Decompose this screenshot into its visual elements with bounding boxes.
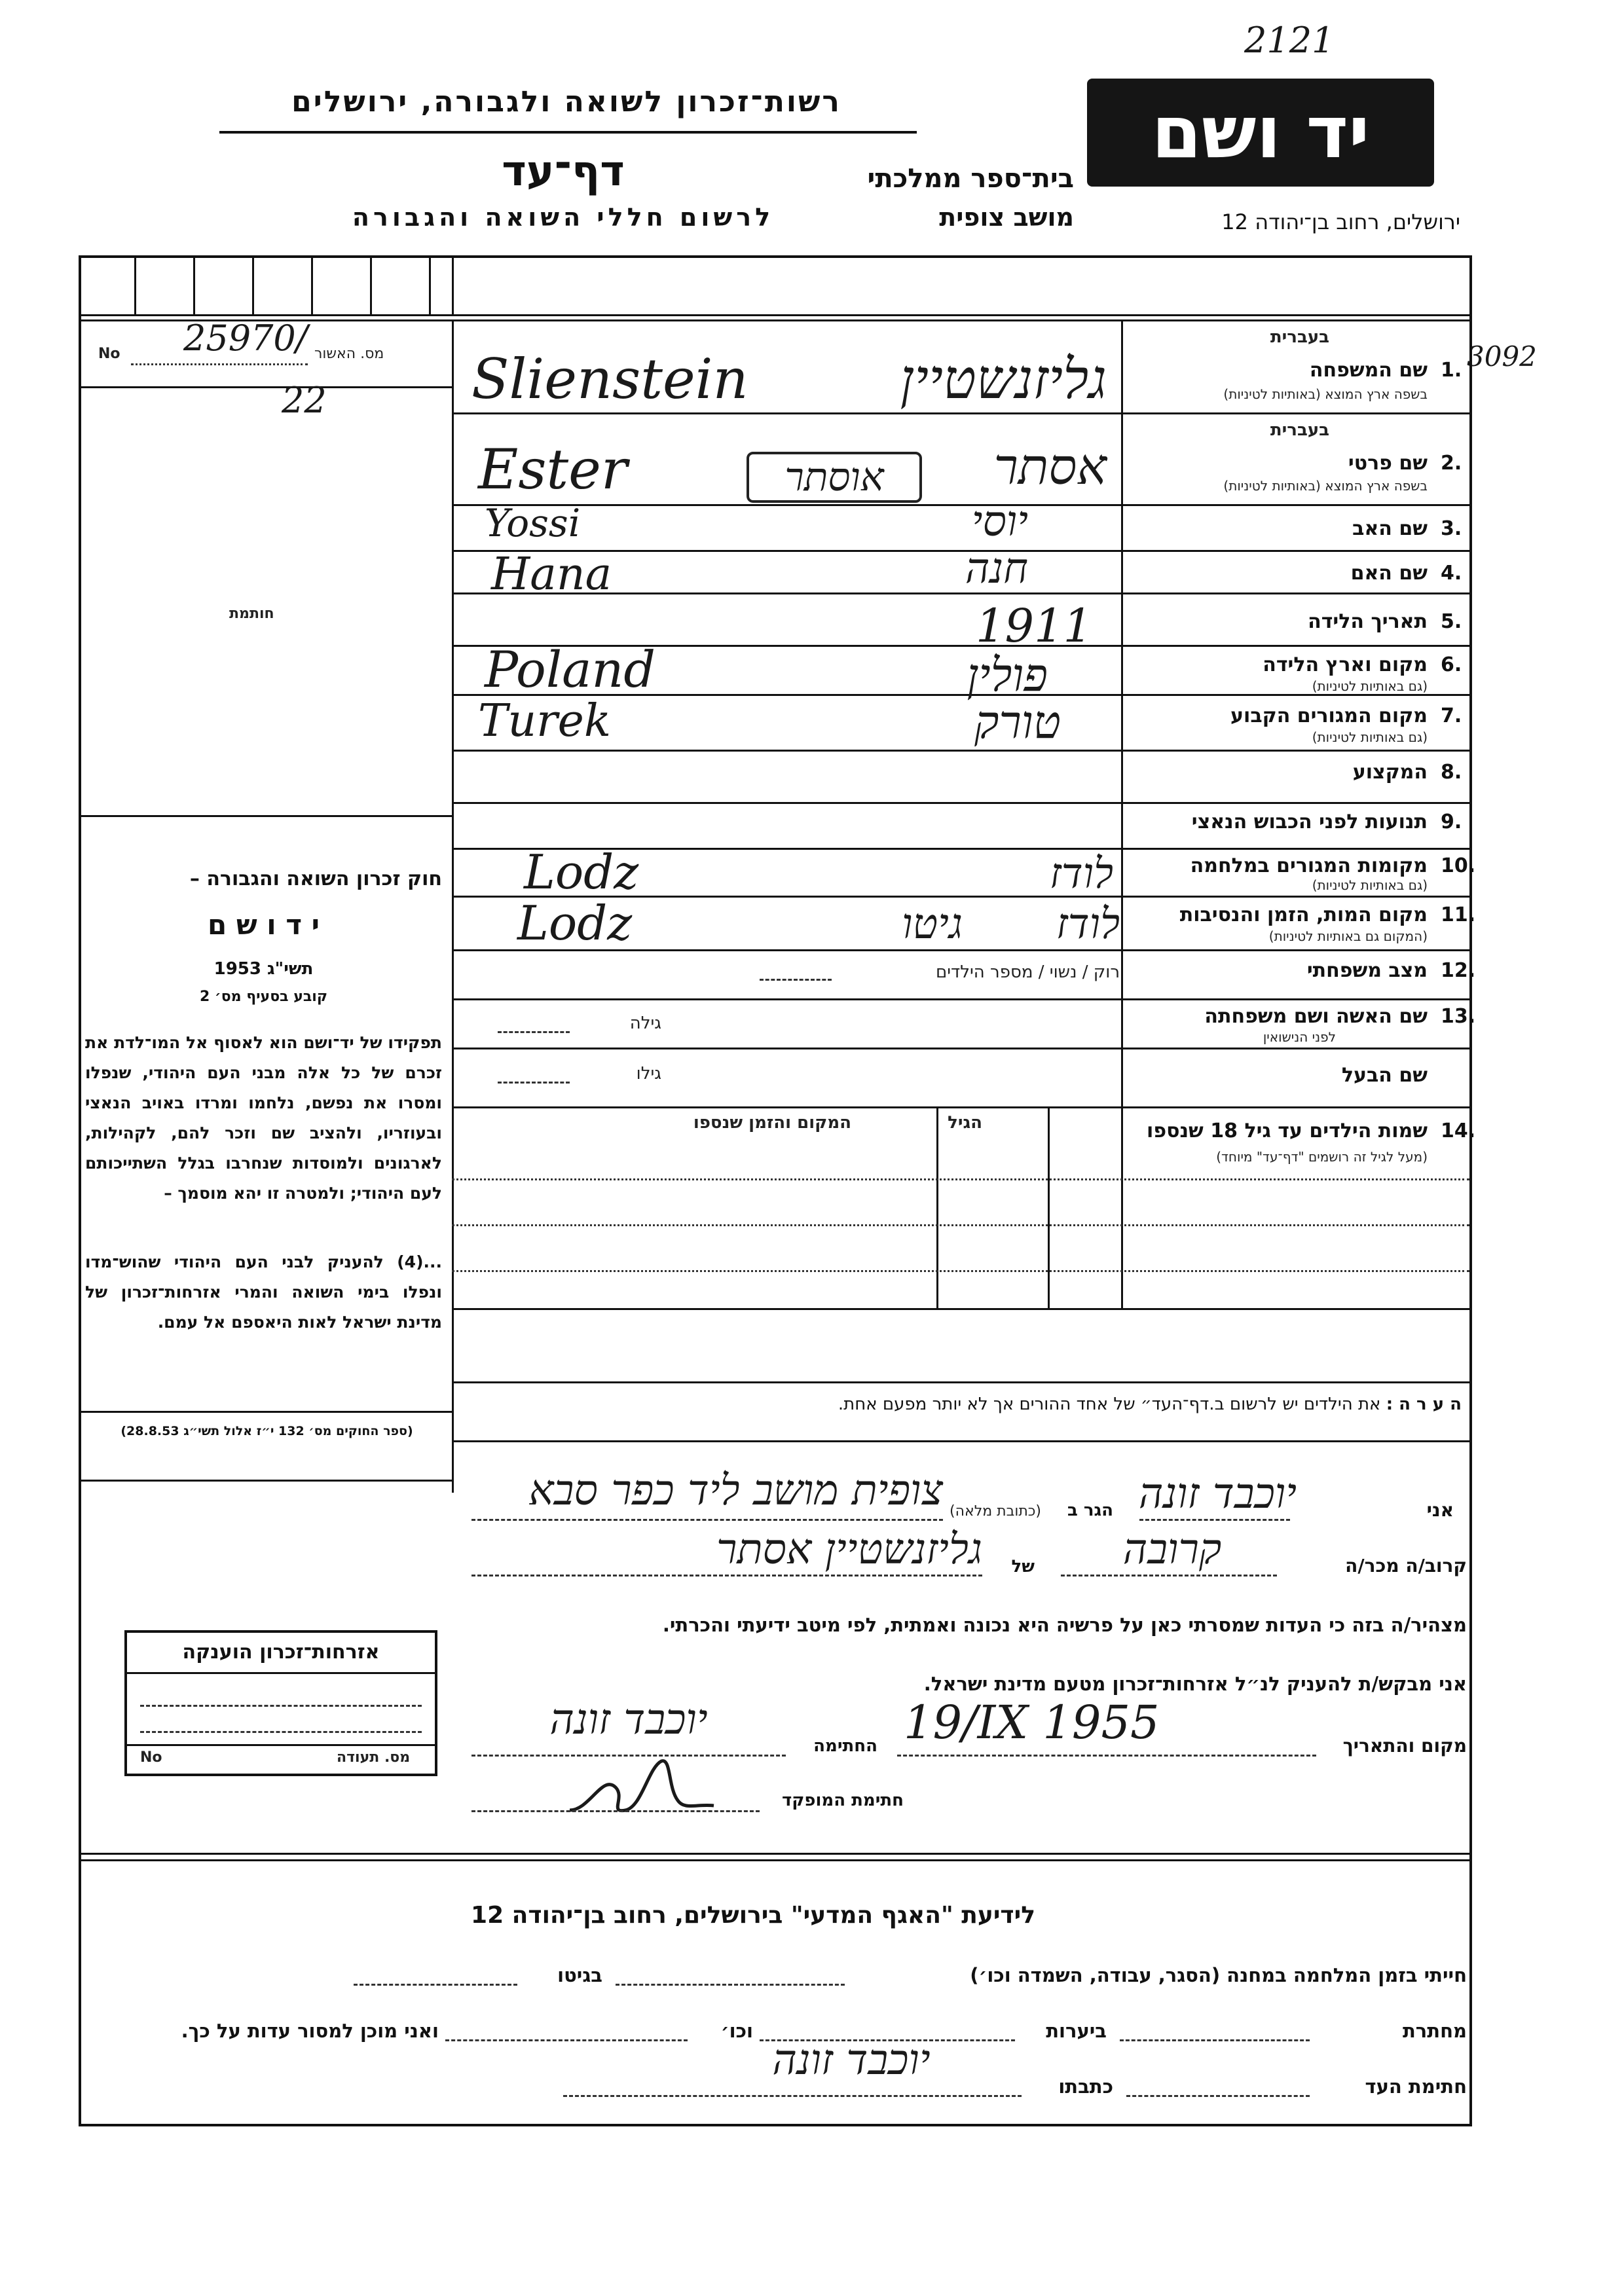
family-name-latin: Slienstein — [471, 347, 748, 411]
law-paragraph-1: תפקידו של יד־ושם הוא לאסוף אל המו־לדת את זכרם של כל אלה מבני העם היהודי, שנפלו ומסרו את נפשם, נלחמו ומרדו באויב הנאצי ובעוזריו, ולהציב שם וזכר להם, לקהילות, לארגונים ולמוסדות שנחרבו בגלל השתייכותם לעם היהודי; ולמטרה זו יהא מוסמך – — [85, 1033, 442, 1203]
approval-sub-number: 22 — [282, 380, 327, 421]
school-name: בית־ספר ממלכתי — [867, 164, 1074, 194]
footer-address: יוכבד זונה — [772, 2036, 931, 2085]
birth-place-sublabel: (גם באותיות לטיניות) — [1312, 678, 1428, 694]
decl-address-sub: (כתובת מלאה) — [950, 1503, 1041, 1520]
address: ירושלים, רחוב בן־יהודה 12 — [1221, 210, 1460, 234]
decl-relation: קרובה — [1122, 1525, 1222, 1574]
note-row — [838, 1394, 1462, 1414]
note-text: את הילדים יש לרשום ב.דף־העד״ של אחד ההורים אך לא יותר מפעם אחת. — [838, 1394, 1381, 1414]
footer-line-1a: חייתי בזמן המלחמה במחנה (הסגר, עבודה, השמדה וכו׳) — [970, 1964, 1467, 1986]
footer-title: לידיעת "האגף המדעי" בירושלים, רחוב בן־יהודה 12 — [471, 1902, 1035, 1929]
birth-date-value: 1911 — [976, 599, 1093, 653]
certificate-no-label: No — [140, 1749, 162, 1766]
death-place-latin: Lodz — [517, 896, 633, 951]
moshav-name: מושב צופית — [939, 203, 1074, 232]
death-place-label: מקום המות, הזמן והנסיבות — [1179, 903, 1428, 926]
citizenship-title: אזרחות־זכרון הוענקה — [182, 1641, 380, 1664]
law-name: י ד ו ש ם — [207, 909, 320, 941]
wife-name-sublabel: לפני הנישואין — [1263, 1029, 1336, 1045]
father-name-hebrew: יוסי — [971, 498, 1028, 546]
children-age-header: הגיל — [948, 1113, 982, 1133]
decl-signature: יוכבד זונה — [549, 1696, 708, 1744]
children-place-header: המקום והזמן שנספו — [693, 1113, 851, 1133]
family-status-options: רוק / נשוי / מספר הילדים — [935, 962, 1120, 982]
row-13-number: 13. — [1441, 1005, 1476, 1028]
top-cells — [79, 255, 452, 316]
decl-lives-label: הגר ב — [1067, 1501, 1113, 1520]
stamp-label: חותמת — [229, 606, 274, 622]
wartime-residence-hebrew: לודז — [1049, 850, 1113, 898]
mother-name-hebrew: חנה — [965, 545, 1028, 593]
certificate-label: מס. תעודה — [337, 1749, 411, 1766]
children-label: שמות הילדים עד גיל 18 שנספו — [1147, 1120, 1428, 1142]
law-source: (ספר החוקים מס׳ 132 י״ז אלול תשי״ג 28.8.53) — [120, 1424, 413, 1438]
row-7-number: 7. — [1441, 704, 1462, 727]
archive-number: 2121 — [1244, 20, 1335, 61]
birth-place-hebrew: פולין — [967, 648, 1048, 702]
row-11-number: 11. — [1441, 903, 1476, 926]
death-place-hebrew: לודז — [1056, 900, 1120, 949]
residence-sublabel: (גם באותיות לטיניות) — [1312, 729, 1428, 745]
row-9-number: 9. — [1441, 811, 1462, 833]
note-label: ה ע ר ה : — [1386, 1394, 1462, 1414]
family-name-hebrew-header: בעברית — [1270, 327, 1329, 347]
family-name-hebrew: גליזנשטיין — [900, 347, 1107, 411]
footer-line-2d: ואני מוכן למסור עדות על כך. — [181, 2020, 439, 2042]
profession-label: המקצוע — [1352, 761, 1428, 784]
husband-name-label: שם הבעל — [1341, 1064, 1428, 1087]
father-name-latin: Yossi — [485, 501, 581, 545]
wife-age-label: גילה — [629, 1013, 661, 1033]
decl-declare: מצהיר/ה בזה כי העדות שמסרתי כאן על פרשיה היא נכונה ואמתית, לפי מיטב ידיעתי והכרתי. — [662, 1614, 1467, 1636]
decl-signature-label: החתימה — [813, 1736, 877, 1756]
form-subtitle: לרשום חללי השואה והגבורה — [352, 203, 775, 232]
first-name-label: שם פרטי — [1348, 452, 1428, 475]
footer-line-2a: מחתרת — [1403, 2020, 1467, 2042]
children-sublabel: (מעל לגיל זה רושמים "דף־עד" מיוחד) — [1216, 1149, 1428, 1165]
footer-line-2c: וכו׳ — [720, 2020, 753, 2042]
citizenship-granted-box — [124, 1630, 437, 1776]
first-name-latin: Ester — [478, 437, 628, 501]
birth-place-latin: Poland — [485, 640, 656, 699]
mother-name-latin: Hana — [491, 549, 612, 600]
approval-label: מס. האשור — [314, 346, 384, 362]
footer-line-1b: בגיטו — [557, 1964, 602, 1986]
movements-label: תנועות לפני הכבוש הנאצי — [1191, 811, 1428, 833]
birth-place-label: מקום וארץ הלידה — [1263, 653, 1428, 676]
footer-line-2b: ביערות — [1046, 2020, 1107, 2042]
decl-request: אני מבקש/ת להעניק לנ״ל אזרחות־זכרון מטעם מדינת ישראל. — [923, 1673, 1467, 1695]
residence-latin: Turek — [478, 695, 612, 747]
row-2-number: 2. — [1441, 452, 1462, 475]
family-name-sublabel: בשפה ארץ המוצא (באותיות לטיניות) — [1223, 386, 1428, 402]
footer-address-label: כתבתו — [1058, 2075, 1113, 2098]
first-name-hebrew-header: בעברית — [1270, 420, 1329, 440]
father-name-label: שם האב — [1352, 517, 1428, 540]
decl-relative-label: קרוב/ה מכר/ה — [1345, 1555, 1467, 1576]
row-10-number: 10. — [1441, 854, 1476, 877]
margin-number: 3092 — [1467, 340, 1537, 373]
mother-name-label: שם האם — [1350, 562, 1428, 585]
birth-date-label: תאריך הלידה — [1308, 610, 1428, 633]
residence-hebrew: טורק — [974, 695, 1061, 749]
form-title: דף־עד — [502, 147, 625, 196]
law-paragraph-2: ...(4) להעניק לבני העם היהודי שהוש־מדו ונפלו בימי השואה והמרי אזרחות־זכרון של מדינת ישראל לאות היאספם אל עמם. — [85, 1252, 442, 1332]
first-name-hebrew-alt: אוסתר — [747, 452, 922, 503]
decl-address: צופית מושב ליד כפר סבא — [528, 1467, 943, 1515]
row-1-number: 1. — [1441, 359, 1462, 382]
wartime-residence-label: מקומות המגורים במלחמה — [1190, 854, 1428, 877]
residence-label: מקום המגורים הקבוע — [1230, 704, 1428, 727]
decl-of: גליזנשטיין אסתר — [716, 1525, 982, 1574]
decl-of-label: של — [1011, 1557, 1035, 1576]
law-section: קובע בסעיף מס׳ 2 — [199, 989, 328, 1005]
row-4-number: 4. — [1441, 562, 1462, 585]
decl-i-label: אני — [1426, 1499, 1454, 1521]
wartime-residence-latin: Lodz — [524, 845, 639, 900]
first-name-sublabel: בשפה ארץ המוצא (באותיות לטיניות) — [1223, 478, 1428, 494]
row-12-number: 12. — [1441, 959, 1476, 982]
approval-no-label: No — [98, 346, 120, 362]
wartime-residence-sublabel: (גם באותיות לטיניות) — [1312, 877, 1428, 893]
official-signature-mark — [563, 1748, 720, 1820]
row-5-number: 5. — [1441, 610, 1462, 633]
decl-official-label: חתימת המופקד — [781, 1791, 904, 1810]
decl-place-date-label: מקום והתאריך — [1342, 1735, 1467, 1757]
first-name-hebrew: אסתר — [993, 437, 1107, 496]
death-place-sublabel: (המקום גם באותיות לטיניות) — [1268, 928, 1428, 944]
husband-age-label: גילו — [636, 1064, 661, 1084]
footer-witness-sig-label: חתימת העד — [1365, 2075, 1467, 2098]
row-14-number: 14. — [1441, 1120, 1476, 1142]
authority-name: רשות־זכרון לשואה ולגבורה, ירושלים — [291, 85, 841, 118]
death-place-ghetto: גיטו — [902, 900, 963, 949]
law-year: תשי"ג 1953 — [213, 959, 314, 979]
decl-place-date: 19/IX 1955 — [904, 1696, 1160, 1749]
row-6-number: 6. — [1441, 653, 1462, 676]
row-8-number: 8. — [1441, 761, 1462, 784]
family-status-label: מצב משפחתי — [1306, 959, 1428, 982]
approval-number: 25970/ — [183, 318, 308, 359]
row-3-number: 3. — [1441, 517, 1462, 540]
wife-name-label: שם האשה ושם משפחתה — [1204, 1005, 1428, 1028]
family-name-label: שם המשפחה — [1309, 359, 1428, 382]
law-title: חוק זכרון השואה והגבורה – — [189, 867, 442, 890]
yad-vashem-logo: יד ושם — [1087, 79, 1434, 187]
decl-name: יוכבד זונה — [1138, 1470, 1297, 1518]
